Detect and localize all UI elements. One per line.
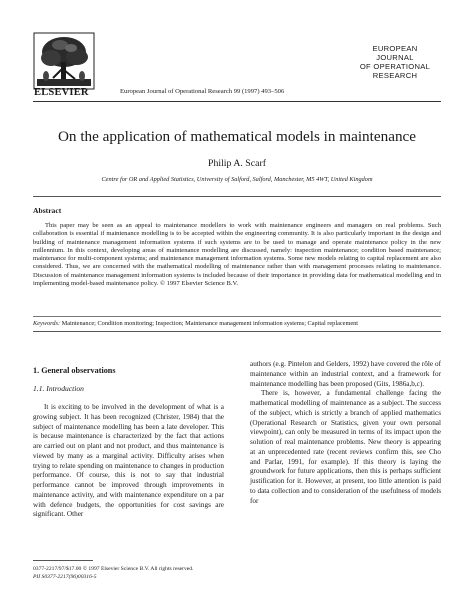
publisher-name: ELSEVIER xyxy=(34,87,89,98)
footer-rule xyxy=(33,560,93,561)
copyright-line: 0377-2217/97/$17.00 © 1997 Elsevier Science B.V. All rights reserved. xyxy=(33,566,194,572)
journal-brand-line: EUROPEAN xyxy=(372,44,418,53)
elsevier-tree-logo xyxy=(33,32,95,90)
journal-brand xyxy=(350,44,440,80)
header-rule xyxy=(33,101,441,102)
footer xyxy=(33,566,193,581)
journal-brand-line: RESEARCH xyxy=(372,71,418,80)
keywords-label: Keywords: xyxy=(33,320,61,327)
abstract-text: This paper may be seen as an appeal to maintenance modellers to work with maintenance engineers and managers on real problems. Such collaboration is essential if maintenance modelling is to be accepted within the engineering community. It is also particularly important in the design and building of maintenance management information systems if such systems are to be used to manage and operate maintenance policy in the new millennium. In this context, developing areas of maintenance modelling are discussed, namely: inspection maintenance; condition based maintenance; maintenance for multi-component systems; and maintenance management information systems. Some new models relating to capital replacement are also considered. Thus, we are concerned with the mathematical modelling of maintenance rather than with management processes relating to maintenance. Discussion of maintenance management information systems is included because of their importance in providing data for mathematical modelling and in implementing model-based maintenance policy. © 1997 Elsevier Science B.V. xyxy=(33,222,441,287)
journal-brand-line: JOURNAL xyxy=(376,53,414,62)
abstract-top-rule xyxy=(33,196,441,197)
article-author: Philip A. Scarf xyxy=(208,158,266,169)
article-title: On the application of mathematical models in maintenance xyxy=(57,128,417,145)
author-affiliation: Centre for OR and Applied Statistics, University of Salford, Salford, Manchester, M5 4WT, United Kingdom xyxy=(101,176,373,183)
right-column-paragraph: There is, however, a fundamental challenge facing the mathematical modelling of maintenance as a subject. The success of the subject, which is strictly a branch of applied mathematics (Operational Research or Statistics, given your own personal viewpoint), can only be measured in terms of its impact upon the solution of real maintenance problems. New theory is appearing at an unprecedented rate (recent reviews confirm this, see Cho and Parlar, 1991, for example). If this theory is laying the groundwork for future applications, then this is perhaps sufficient justification for it. However, at present, too little attention is paid to data collection and to consideration of the usefulness of models for xyxy=(250,389,441,505)
keywords-line xyxy=(33,320,358,327)
journal-citation: European Journal of Operational Research 99 (1997) 493–506 xyxy=(120,88,285,95)
subsection-heading: 1.1. Introduction xyxy=(33,384,84,393)
keywords-top-rule xyxy=(33,316,441,317)
journal-brand-line: OF OPERATIONAL xyxy=(359,62,431,71)
keywords-bottom-rule xyxy=(33,331,441,332)
tree-icon xyxy=(33,32,95,90)
abstract-heading: Abstract xyxy=(33,206,62,215)
right-column xyxy=(250,360,441,506)
keywords-text: Maintenance; Condition monitoring; Inspection; Maintenance management information systems; Capital replacement xyxy=(61,320,359,327)
left-column-text: It is exciting to be involved in the development of what is a growing subject. It has been recognized (Christer, 1984) that the subject of maintenance modelling has been a late developer. This is because maintenance is characterized by the fact that actions are carried out on plant and not product, and thus maintenance is viewed by many as a marginal activity. Difficulty arises when trying to relate spending on maintenance to changes in production performance. Of course, this is not to say that industrial performance cannot be improved through improvements in maintenance activity, and with maintenance expenditure on a par with defence budgets, the opportunities for cost savings are significant. Other xyxy=(33,403,224,519)
right-column-paragraph: authors (e.g. Pintelon and Gelders, 1992) have covered the rôle of maintenance within an industrial context, and a framework for maintenance modelling has been proposed (Gits, 1986a,b,c). xyxy=(250,360,441,388)
pii-line: PII S0377-2217(96)00316-5 xyxy=(33,573,97,580)
section-heading: 1. General observations xyxy=(33,366,116,375)
